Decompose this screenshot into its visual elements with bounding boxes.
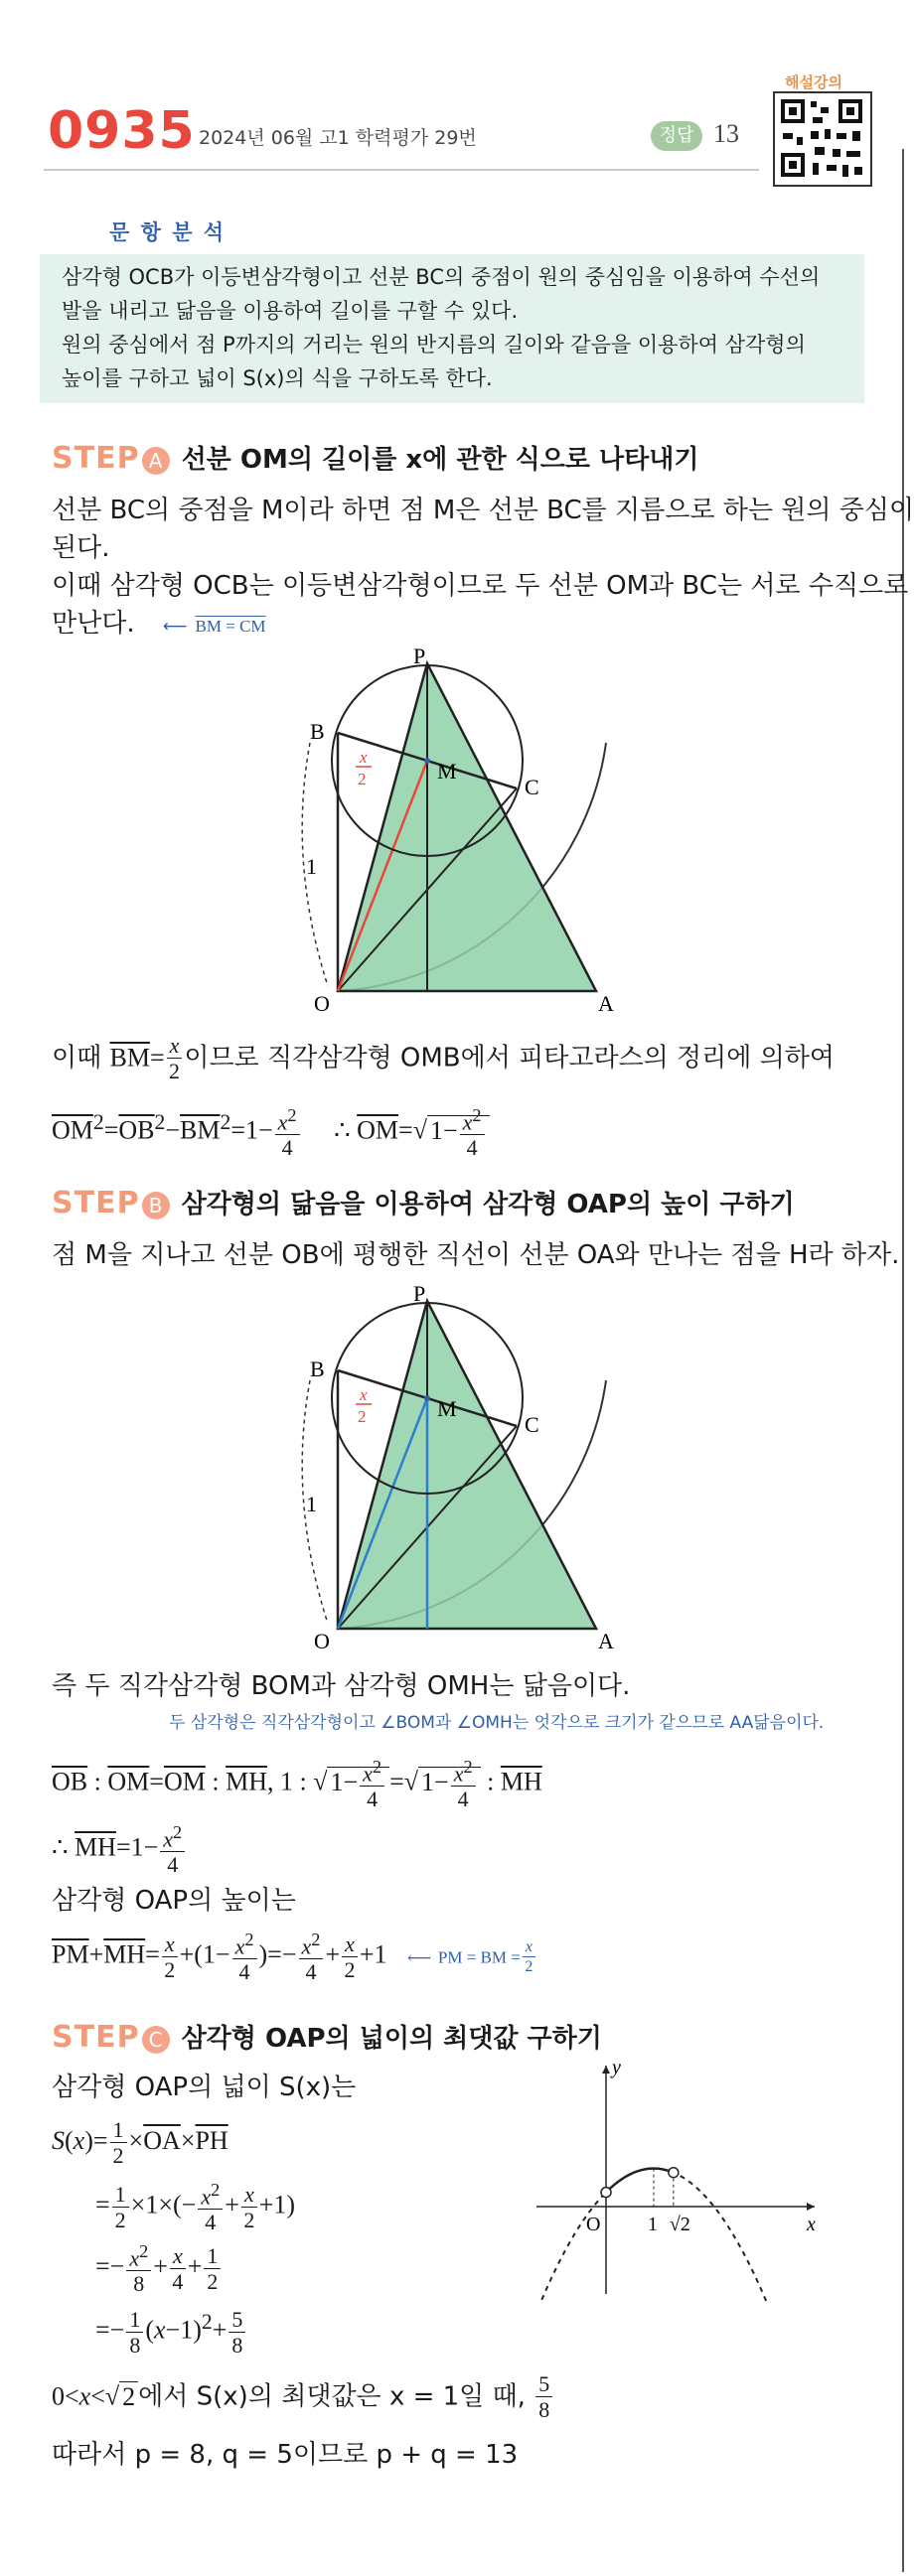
step-c-p1: 삼각형 OAP의 넓이 S(x)는 xyxy=(52,2073,357,2102)
parabola-graph xyxy=(517,2056,825,2304)
label-M-2: M xyxy=(437,1396,457,1421)
analysis-line-3: 원의 중심에서 점 P까지의 거리는 원의 반지름의 길이와 같음을 이용하여 삼각형의 xyxy=(62,333,806,357)
label-A-2: A xyxy=(598,1629,614,1653)
step-a-p1: 선분 BC의 중점을 M이라 하면 점 M은 선분 BC를 지름으로 하는 원의 중심이 xyxy=(52,496,914,525)
label-two: 2 xyxy=(358,770,367,788)
step-b-ratio: $\overline{OB}$ : $\overline{OM}=\overline{OM}$ : $\overline{MH}$, 1 : √ 1− $\frac{x^2}{4}$ =√ 1− $\frac{x^2}{4}$ : $\overline{MH}$ xyxy=(52,1757,542,1812)
analysis-box xyxy=(40,254,864,403)
label-one-2: 1 xyxy=(306,1492,317,1516)
step-c-letter: C xyxy=(142,2026,170,2054)
note-pm: PM = BM = xyxy=(437,1947,521,1967)
answer-value: 13 xyxy=(713,119,739,148)
step-b-p1: 점 M을 지나고 선분 OB에 평행한 직선이 선분 OA와 만나는 점을 H라 하자. xyxy=(52,1240,900,1270)
step-a-label: STEP xyxy=(52,441,140,476)
step-a-heading xyxy=(52,441,698,478)
qr-code[interactable] xyxy=(773,91,872,187)
analysis-line-1: 삼각형 OCB가 이등변삼각형이고 선분 BC의 중점이 원의 중심임을 이용하여 수선의 xyxy=(62,265,821,289)
step-b-p2: 즉 두 직각삼각형 BOM과 삼각형 OMH는 닮음이다. xyxy=(52,1671,631,1701)
step-b-title: 삼각형의 닮음을 이용하여 삼각형 OAP의 높이 구하기 xyxy=(181,1190,795,1219)
step-b-label: STEP xyxy=(52,1186,140,1220)
label-O: O xyxy=(314,991,330,1016)
step-a-p2: 된다. xyxy=(52,533,110,563)
figure-step-b xyxy=(288,1281,646,1654)
step-b-letter: B xyxy=(142,1192,170,1219)
analysis-line-2: 발을 내리고 닮음을 이용하여 길이를 구할 수 있다. xyxy=(62,299,519,323)
header-rule xyxy=(44,169,759,171)
label-B: B xyxy=(310,719,325,744)
range-suffix: 에서 S(x)의 최댓값은 x = 1일 때, xyxy=(138,2381,526,2412)
step-a-p4: 만난다. xyxy=(52,609,135,639)
step-b-height-eq: $\overline{PM}+\overline{MH}=$ $\frac{x}{2}$ +(1− $\frac{x^2}{4}$ )=− $\frac{x^2}{4}$ + $\frac{x}{2}$ +1 ⟵ PM = BM = $\frac{x}{2}$ xyxy=(52,1931,537,1983)
note-similarity: 두 삼각형은 직각삼각형이고 ∠BOM과 ∠OMH는 엇각으로 크기가 같으므로 AA닮음이다. xyxy=(169,1713,825,1733)
open-point-0 xyxy=(601,2188,611,2198)
label-two-2: 2 xyxy=(358,1407,367,1426)
x-axis-label: x xyxy=(807,2214,816,2235)
step-c-heading xyxy=(52,2020,602,2057)
label-A: A xyxy=(598,991,614,1016)
step-c-conclusion: 따라서 p = 8, q = 5이므로 p + q = 13 xyxy=(52,2440,519,2470)
label-P-2: P xyxy=(413,1281,426,1306)
tick-sqrt2-label: √2 xyxy=(669,2214,690,2235)
step-c-eq1: S(x)= $\frac{1}{2}$ $\times\overline{OA}\times\overline{PH}$ xyxy=(52,2117,228,2168)
label-P: P xyxy=(413,644,426,668)
analysis-title: 문 항 분 석 xyxy=(109,220,227,244)
label-one: 1 xyxy=(306,854,317,879)
lecture-label: 해설강의 xyxy=(785,73,842,91)
open-point-sqrt2 xyxy=(669,2168,679,2178)
step-a-eq2: $\overline{OM}^2=\overline{OB}^2-\overline{BM}^2=1-$ $\frac{x^2}{4}$ ∴ $\overline{OM}=√$ 1− $\frac{x^2}{4}$ xyxy=(52,1104,490,1159)
note-bm-cm: BM = CM xyxy=(195,617,266,636)
label-B-2: B xyxy=(310,1357,325,1381)
note-arrow-icon: ⟵ xyxy=(162,617,188,637)
eq1-suffix: 이므로 직각삼각형 OMB에서 피타고라스의 정리에 의하여 xyxy=(184,1043,836,1073)
step-c-eq3: =− $\frac{x^2}{8}$ + $\frac{x}{4}$ + $\frac{1}{2}$ xyxy=(95,2242,223,2295)
step-a-letter: A xyxy=(142,447,170,475)
analysis-line-4: 높이를 구하고 넓이 S(x)의 식을 구하도록 한다. xyxy=(62,366,493,390)
step-a-p4-line xyxy=(52,606,266,644)
y-axis-label: y xyxy=(612,2057,621,2078)
label-O-2: O xyxy=(314,1629,330,1653)
label-C: C xyxy=(525,775,539,799)
step-b-heading xyxy=(52,1186,795,1222)
parabola-solid xyxy=(606,2169,673,2193)
step-a-eq1: 이때 $\overline{BM}=$ $\frac{x}{2}$ 이므로 직각삼각형 OMB에서 피타고라스의 정리에 의하여 xyxy=(52,1033,836,1083)
origin-label: O xyxy=(586,2214,601,2235)
label-x: x xyxy=(360,748,368,767)
step-b-height-label: 삼각형 OAP의 높이는 xyxy=(52,1886,296,1916)
label-M: M xyxy=(437,759,457,784)
qr-code-icon xyxy=(775,93,870,185)
tick-1-label: 1 xyxy=(648,2214,658,2235)
problem-source: 2024년 06월 고1 학력평가 29번 xyxy=(199,127,477,149)
step-a-title: 선분 OM의 길이를 x에 관한 식으로 나타내기 xyxy=(181,445,699,475)
answer-badge: 정답 xyxy=(651,121,702,151)
label-x-2: x xyxy=(360,1385,368,1404)
parabola-dashed xyxy=(521,2169,793,2304)
step-c-eq4: =− $\frac{1}{8}$ $(x-1)^2+$ $\frac{5}{8}$ xyxy=(95,2304,247,2357)
step-b-mh: ∴ $\overline{MH}=1-$ $\frac{x^2}{4}$ xyxy=(52,1823,187,1876)
problem-number: 0935 xyxy=(48,101,196,161)
step-c-range: 0<x<√ 2 에서 S(x)의 최댓값은 x = 1일 때, $\frac{5}{8}$ xyxy=(52,2373,554,2421)
step-c-title: 삼각형 OAP의 넓이의 최댓값 구하기 xyxy=(181,2024,602,2054)
eq1-prefix: 이때 xyxy=(52,1043,102,1073)
label-C-2: C xyxy=(525,1412,539,1437)
step-c-eq2: = $\frac{1}{2}$ ×1×(− $\frac{x^2}{4}$ + $\frac{x}{2}$ +1) xyxy=(95,2180,296,2235)
step-a-p3: 이때 삼각형 OCB는 이등변삼각형이므로 두 선분 OM과 BC는 서로 수직으로 xyxy=(52,571,909,601)
figure-step-a xyxy=(288,644,646,1017)
step-c-label: STEP xyxy=(52,2020,140,2055)
note-arrow-icon-2: ⟵ xyxy=(407,1947,432,1967)
